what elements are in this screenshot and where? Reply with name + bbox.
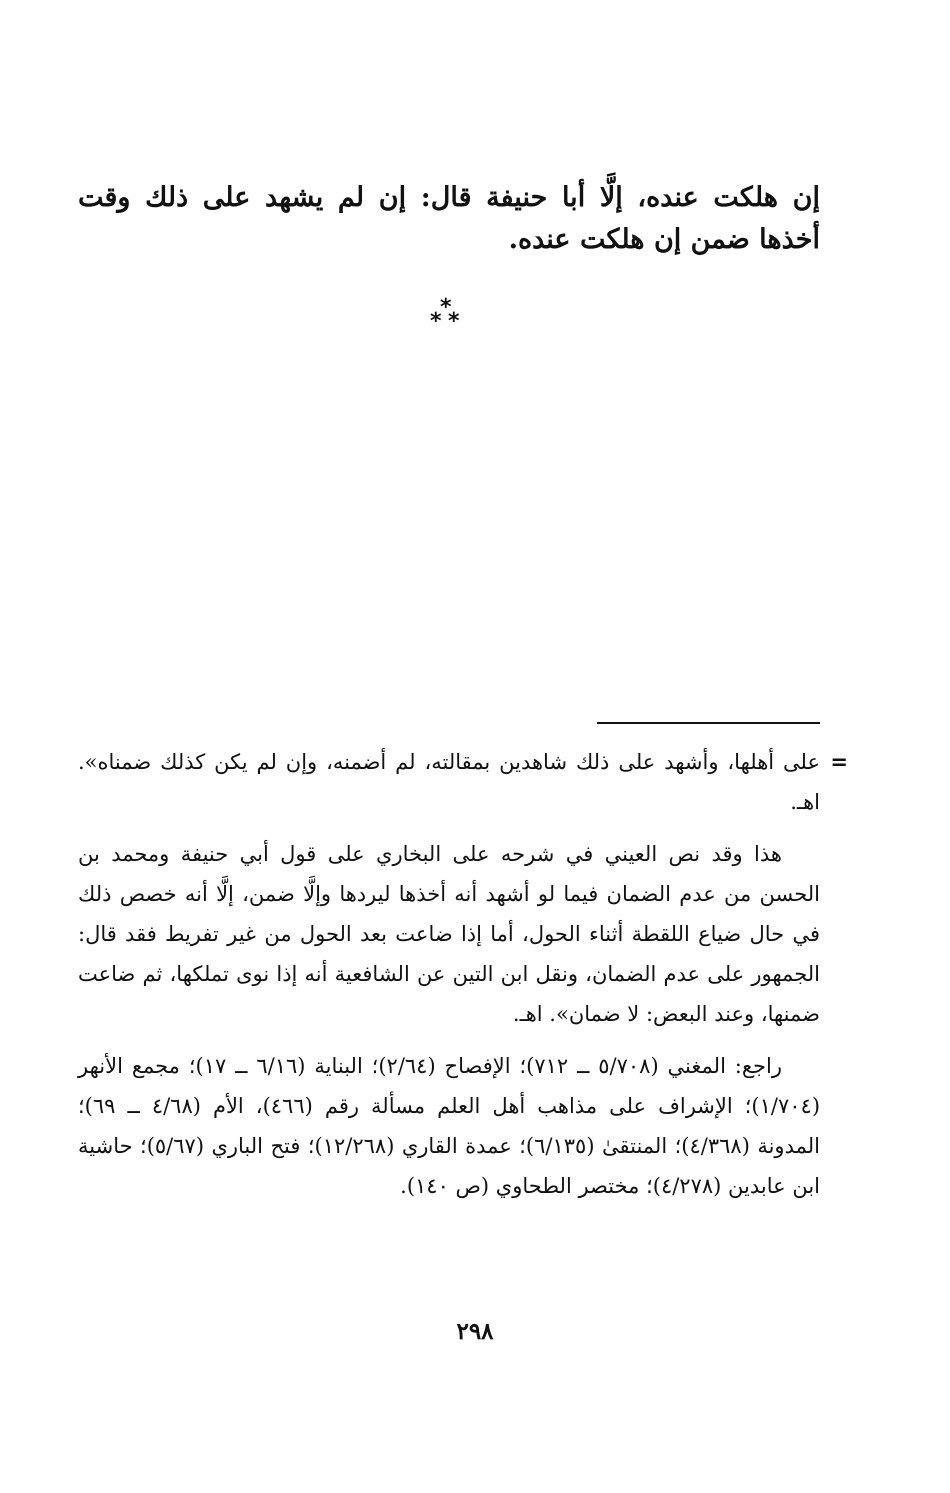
asterism-star-left: * <box>430 309 442 334</box>
page-number: ٢٩٨ <box>456 1318 494 1345</box>
asterism-star-right: * <box>448 309 460 334</box>
footnote-paragraph-references: راجع: المغني (٥/٧٠٨ ــ ٧١٢)؛ الإفصاح (٢/٦٤)؛ البناية (٦/١٦ ــ ١٧)؛ مجمع الأنهر (١/٧٠٤)؛ الإشراف على مذاهب أهل العلم مسألة رقم (٤٦٦)، الأم (٤/٦٨ ــ ٦٩)؛ المدونة (٤/٣٦٨)؛ المنتقىٰ (٦/١٣٥)؛ عمدة القاري (١٢/٢٦٨)؛ فتح الباري (٥/٦٧)؛ حاشية ابن عابدين (٤/٢٧٨)؛ مختصر الطحاوي (ص ١٤٠). <box>78 1054 821 1198</box>
footnote-paragraph-1-text: على أهلها، وأشهد على ذلك شاهدين بمقالته، لم أضمنه، وإن لم يكن كذلك ضمناه». اهـ. <box>78 750 820 814</box>
footnotes-section <box>78 742 848 1218</box>
continuation-mark: = <box>830 750 848 774</box>
asterism-separator <box>420 295 480 343</box>
footnote-paragraph-commentary: هذا وقد نص العيني في شرحه على البخاري على قول أبي حنيفة ومحمد بن الحسن من عدم الضمان فيما لو أشهد أنه أخذها ليردها وإلَّا ضمن، إلَّا أنه خصص ذلك في حال ضياع اللقطة أثناء الحول، أما إذا ضاعت بعد الحول من غير تفريط فقد قال: الجمهور على عدم الضمان، ونقل ابن التين عن الشافعية أنه إذا نوى تملكها، ثم ضاعت ضمنها، وعند البعض: لا ضمان». اهـ. <box>78 842 820 1026</box>
footnote-divider <box>597 722 820 724</box>
footnote-paragraph-continuation <box>78 742 848 822</box>
asterism-star-top: * <box>440 295 452 320</box>
main-text-paragraph: إن هلكت عنده، إلَّا أبا حنيفة قال: إن لم يشهد على ذلك وقت أخذها ضمن إن هلكت عنده. <box>78 182 820 255</box>
